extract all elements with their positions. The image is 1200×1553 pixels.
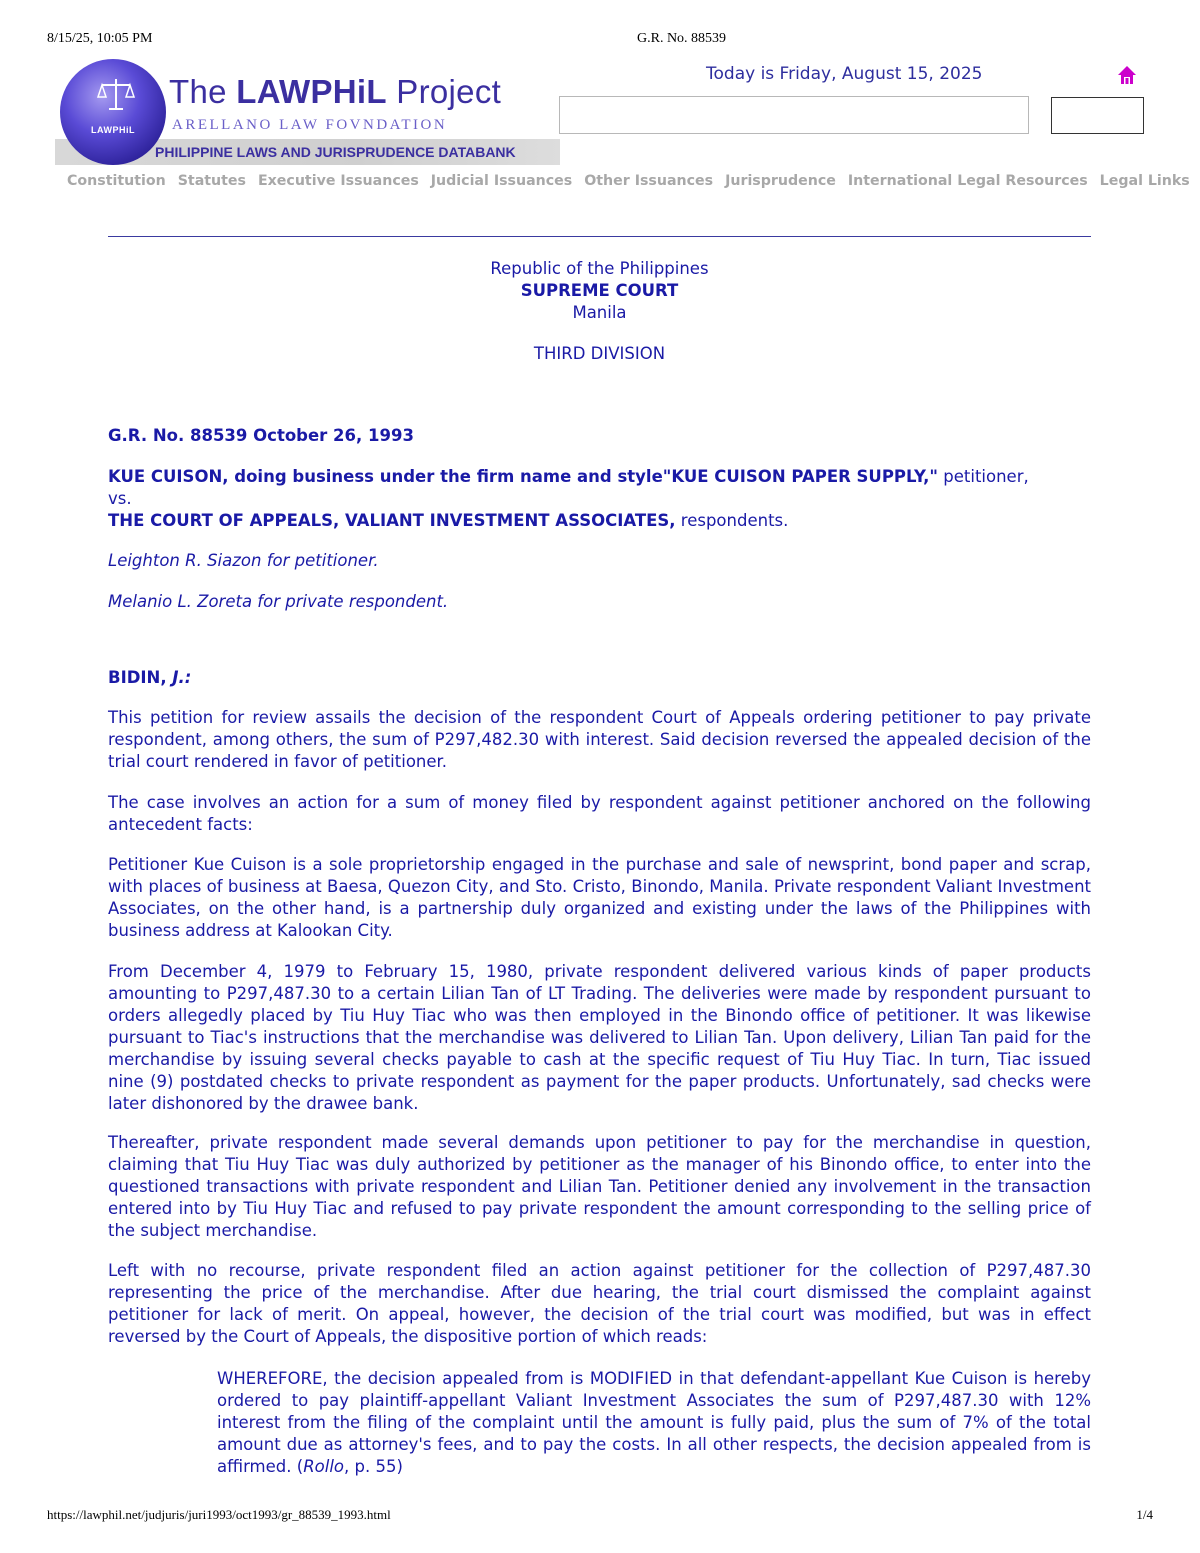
paragraph: Thereafter, private respondent made several demands upon petitioner to pay for the merchandise in question, claiming that Tiu Huy Tiac was duly authorized by petitioner as the manager of his Binondo office, to enter into the questioned transactions with private respondent and Lilian Tan. Petitioner denied any involvement in the transaction entered into by Tiu Huy Tiac and refused to pay private respondent the amount corresponding to the selling price of the subject merchandise. xyxy=(108,1133,1091,1240)
nav-executive-issuances[interactable]: Executive Issuances xyxy=(257,173,419,189)
print-datetime: 8/15/25, 10:05 PM xyxy=(47,31,153,46)
scales-of-justice-icon xyxy=(96,75,136,115)
paragraph: The case involves an action for a sum of money filed by respondent against petitioner anchored on the following antecedent facts: xyxy=(108,793,1091,834)
quote-cite-page: , p. 55) xyxy=(344,1457,403,1476)
ponente xyxy=(108,667,1091,689)
main-nav xyxy=(67,173,1197,189)
nav-other-issuances[interactable]: Other Issuances xyxy=(584,173,714,189)
division-line: THIRD DIVISION xyxy=(533,344,666,363)
divider xyxy=(108,236,1091,237)
court-heading xyxy=(108,258,1091,324)
nav-judicial-issuances[interactable]: Judicial Issuances xyxy=(430,173,573,189)
republic-line: Republic of the Philippines xyxy=(490,259,709,278)
nav-constitution[interactable]: Constitution xyxy=(67,173,166,189)
justice-name: BIDIN, xyxy=(108,668,173,687)
block-quote xyxy=(217,1368,1091,1478)
counsel-petitioner: Leighton R. Siazon for petitioner. xyxy=(108,551,379,570)
home-icon[interactable] xyxy=(1116,64,1138,86)
paragraph: Left with no recourse, private respondent filed an action against petitioner for the collection of P297,487.30 representing the price of the merchandise. After due hearing, the trial court dismissed the complaint against petitioner for lack of merit. On appeal, however, the decision of the trial court was modified, but was in effect reversed by the Court of Appeals, the dispositive portion of which reads: xyxy=(108,1261,1091,1346)
gr-number: G.R. No. 88539 October 26, 1993 xyxy=(108,426,414,445)
print-title: G.R. No. 88539 xyxy=(637,31,727,46)
nav-jurisprudence[interactable]: Jurisprudence xyxy=(725,173,836,189)
quote-text: WHEREFORE, the decision appealed from is MODIFIED in that defendant-appellant Kue Cuison is hereby ordered to pay plaintiff-appellant Valiant Investment Associates the sum of P297,487.30 with 12% interest from the filing of the complaint until the amount is fully paid, plus the sum of 7% of the total amount due as attorney's fees, and to pay the costs. In all other respects, the decision appealed from is affirmed. ( xyxy=(217,1369,1091,1476)
search-input[interactable] xyxy=(559,96,1029,134)
petitioner-name: KUE CUISON, doing business under the firm name and style"KUE CUISON PAPER SUPPLY," xyxy=(108,467,939,486)
paragraph: From December 4, 1979 to February 15, 1980, private respondent delivered various kinds of paper products amounting to P297,487.30 to a certain Lilian Tan of LT Trading. The deliveries were made by respondent pursuant to orders allegedly placed by Tiu Huy Tiac who was then employed in the Binondo office of petitioner. It was likewise pursuant to Tiac's instructions that the merchandise was delivered to Lilian Tan. Upon delivery, Lilian Tan paid for the merchandise by issuing several checks payable to cash at the specific request of Tiu Huy Tiac. In turn, Tiac issued nine (9) postdated checks to private respondent as payment for the paper products. Unfortunately, sad checks were later dishonored by the drawee bank. xyxy=(108,962,1091,1113)
print-page-number: 1/4 xyxy=(1136,1507,1153,1522)
brand-the: The xyxy=(169,73,237,110)
respondent-role: respondents. xyxy=(675,511,789,530)
nav-international-legal-resources[interactable]: International Legal Resources xyxy=(847,173,1088,189)
brand-name: LAWPHiL xyxy=(236,73,387,110)
brand-project: Project xyxy=(386,73,502,110)
quote-cite: Rollo xyxy=(303,1457,345,1476)
petitioner-role: petitioner, xyxy=(938,467,1029,486)
brand-subtitle: ARELLANO LAW FOVNDATION xyxy=(172,117,448,133)
paragraph: This petition for review assails the decision of the respondent Court of Appeals ordering petitioner to pay private respondent, among others, the sum of P297,482.30 with interest. Said decision reversed the appealed decision of the trial court rendered in favor of petitioner. xyxy=(108,708,1091,771)
site-banner[interactable] xyxy=(55,56,560,168)
today-date: Today is Friday, August 15, 2025 xyxy=(706,64,983,84)
paragraph: Petitioner Kue Cuison is a sole proprietorship engaged in the purchase and sale of newsprint, bond paper and scrap, with places of business at Baesa, Quezon City, and Sto. Cristo, Binondo, Manila. Private respondent Valiant Investment Associates, on the other hand, is a partnership duly organized and existing under the laws of the Philippines with business address at Kalookan City. xyxy=(108,855,1091,940)
versus: vs. xyxy=(108,489,132,508)
brand-strip-text: PHILIPPINE LAWS AND JURISPRUDENCE DATABANK xyxy=(155,144,516,160)
respondent-name: THE COURT OF APPEALS, VALIANT INVESTMENT ASSOCIATES, xyxy=(108,511,676,530)
court-line: SUPREME COURT xyxy=(520,281,679,300)
nav-statutes[interactable]: Statutes xyxy=(177,173,246,189)
case-parties xyxy=(108,466,1091,532)
print-url: https://lawphil.net/judjuris/juri1993/oct1993/gr_88539_1993.html xyxy=(47,1507,391,1522)
justice-title: J.: xyxy=(172,668,192,687)
counsel-respondent: Melanio L. Zoreta for private respondent. xyxy=(108,592,449,611)
lawphil-seal-logo xyxy=(60,59,166,165)
seal-label: LAWPHiL xyxy=(91,125,135,135)
nav-legal-links[interactable]: Legal Links xyxy=(1099,173,1190,189)
city-line: Manila xyxy=(572,303,627,322)
brand-title xyxy=(169,73,501,111)
search-button[interactable] xyxy=(1051,97,1144,134)
